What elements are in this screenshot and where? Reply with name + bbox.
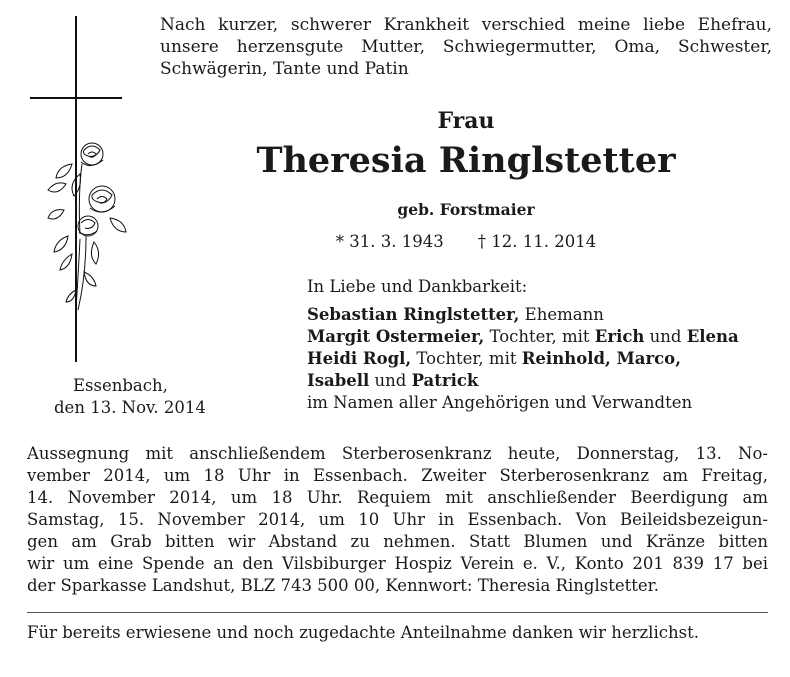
mourner-relation: Ehemann — [519, 305, 604, 324]
service-line: der Sparkasse Landshut, BLZ 743 500 00, Kennwort: Theresia Ringlstetter. — [27, 576, 659, 595]
mourner-name: Margit Ostermeier, — [307, 327, 485, 346]
mourner-name: Sebastian Ringlstetter, — [307, 305, 520, 324]
mourners-heading: In Liebe und Dankbarkeit: — [307, 277, 528, 296]
divider — [27, 612, 768, 613]
service-line: Samstag, 15. November 2014, um 10 Uhr in Essenbach. Von Beileidsbezeigun- — [27, 510, 768, 529]
birth-date: * 31. 3. 1943 — [335, 232, 444, 251]
place-and-date — [54, 375, 206, 419]
mourner-name: Heidi Rogl, — [307, 349, 412, 368]
mourner-relation: Tochter, mit — [484, 327, 595, 346]
mourners-list — [307, 276, 777, 414]
service-line: gen am Grab bitten wir Abstand zu nehmen. Statt Blumen und Kränze bitten — [27, 532, 768, 551]
mourner-conjunction: und — [369, 371, 412, 390]
mourner-conjunction: und — [644, 327, 687, 346]
deceased-name: Theresia Ringlstetter — [256, 140, 676, 181]
mourner-name: Isabell — [307, 371, 370, 390]
life-dates — [160, 232, 772, 251]
salutation: Frau — [437, 108, 495, 134]
mourner-name: Elena — [686, 327, 739, 346]
mourner-name: Patrick — [411, 371, 479, 390]
mourner-row — [307, 370, 777, 392]
place-date: den 13. Nov. 2014 — [54, 398, 206, 417]
maiden-name: geb. Forstmaier — [397, 200, 535, 219]
mourner-name: Reinhold, Marco, — [521, 349, 681, 368]
cross-icon — [30, 16, 122, 362]
mourner-row — [307, 348, 777, 370]
intro-line: Schwägerin, Tante und Patin — [160, 59, 409, 79]
rose-icon — [48, 143, 126, 310]
cross-with-roses-icon — [20, 14, 140, 364]
intro-line: unsere herzensgute Mutter, Schwiegermutter, Oma, Schwester, — [160, 37, 772, 57]
thanks-text: Für bereits erwiesene und noch zugedachte Anteilnahme danken wir herzlichst. — [27, 623, 699, 642]
mourners-closing: im Namen aller Angehörigen und Verwandten — [307, 393, 693, 412]
service-line: Aussegnung mit anschließendem Sterberosenkranz heute, Donnerstag, 13. No- — [27, 444, 768, 463]
mourner-row — [307, 304, 777, 326]
place-city: Essenbach, — [73, 376, 168, 395]
intro-text — [160, 14, 772, 80]
service-line: wir um eine Spende an den Vilsbiburger Hospiz Verein e. V., Konto 201 839 17 bei — [27, 554, 768, 573]
intro-line: Nach kurzer, schwerer Krankheit verschied meine liebe Ehefrau, — [160, 15, 772, 35]
service-details — [27, 443, 768, 597]
mourner-relation: Tochter, mit — [411, 349, 522, 368]
service-line: vember 2014, um 18 Uhr in Essenbach. Zweiter Sterberosenkranz am Freitag, — [27, 466, 768, 485]
mourner-name: Erich — [594, 327, 645, 346]
mourner-row — [307, 326, 777, 348]
death-date: † 12. 11. 2014 — [477, 232, 597, 251]
service-line: 14. November 2014, um 18 Uhr. Requiem mit anschließender Beerdigung am — [27, 488, 768, 507]
